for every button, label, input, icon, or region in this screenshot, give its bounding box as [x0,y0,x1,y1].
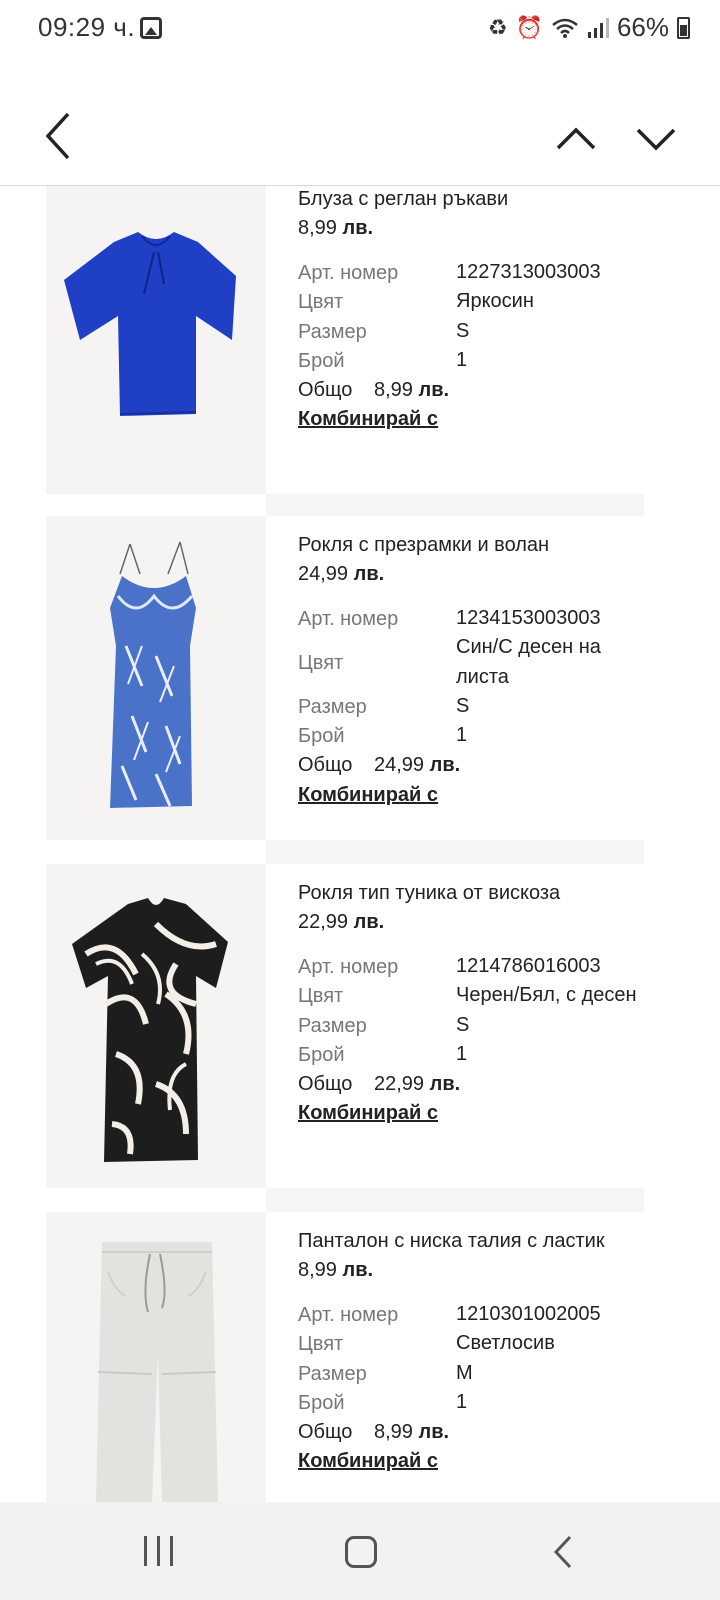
color-value: Светлосив [456,1332,555,1354]
list-item [46,1212,644,1502]
total-label: Общо [298,379,353,401]
total-label: Общо [298,1421,353,1443]
product-image-pants[interactable] [46,1212,266,1502]
total-value: 22,99 лв. [374,1073,461,1095]
product-title[interactable]: Панталон с ниска талия с ластик [298,1230,605,1252]
size-value: S [456,1014,470,1036]
color-value-line: листа [456,666,509,688]
total-label: Общо [298,754,353,776]
recent-apps-icon[interactable] [144,1536,176,1566]
product-price: 22,99 лв. [298,911,385,933]
status-icons [488,12,690,43]
item-divider [266,840,644,864]
chevron-up-icon[interactable] [554,118,598,158]
color-value-line: Син/С десен на [456,636,601,658]
product-title[interactable]: Рокля тип туника от вискоза [298,882,561,904]
product-image-tunic[interactable] [46,864,266,1188]
art-label: Арт. номер [298,956,399,978]
combine-with-link[interactable]: Комбинирай с [298,408,439,430]
art-value: 1210301002005 [456,1303,601,1325]
total-value: 8,99 лв. [374,1421,450,1443]
color-label: Цвят [298,1333,344,1355]
total-value: 8,99 лв. [374,379,450,401]
total-label: Общо [298,1073,353,1095]
color-value: Яркосин [456,290,534,312]
gallery-icon [140,17,162,39]
item-divider [266,1188,644,1212]
qty-value: 1 [456,724,468,746]
color-value: Черен/Бял, с десен [456,984,637,1006]
product-title[interactable]: Рокля с презрамки и волан [298,534,550,556]
battery-icon [677,17,690,39]
combine-with-link[interactable]: Комбинирай с [298,1102,439,1124]
art-label: Арт. номер [298,1304,399,1326]
header-bar [0,58,720,186]
list-item [46,516,644,864]
size-label: Размер [298,1015,367,1037]
order-items-list [0,186,720,1502]
product-price: 8,99 лв. [298,217,374,239]
combine-with-link[interactable]: Комбинирай с [298,1450,439,1472]
art-value: 1214786016003 [456,955,601,977]
home-icon[interactable] [345,1536,377,1568]
qty-value: 1 [456,349,468,371]
qty-label: Брой [298,1392,345,1414]
color-label: Цвят [298,291,344,313]
list-item [46,186,644,516]
status-bar [0,0,720,58]
list-item [46,864,644,1212]
total-value: 24,99 лв. [374,754,461,776]
size-value: S [456,320,470,342]
alarm-icon: ⏰ [515,14,543,40]
item-divider [266,494,644,518]
battery-percent: 66% [616,12,669,42]
qty-label: Брой [298,725,345,747]
combine-with-link[interactable]: Комбинирай с [298,784,439,806]
qty-value: 1 [456,1043,468,1065]
product-title[interactable]: Блуза с реглан ръкави [298,188,509,210]
size-label: Размер [298,321,367,343]
color-label: Цвят [298,652,344,674]
product-image-dress[interactable] [46,516,266,840]
status-time: 09:29 ч. [38,12,136,42]
qty-label: Брой [298,1044,345,1066]
color-value [456,632,601,692]
product-price: 24,99 лв. [298,563,385,585]
size-value: S [456,695,470,717]
size-label: Размер [298,1363,367,1385]
art-label: Арт. номер [298,262,399,284]
art-label: Арт. номер [298,608,399,630]
qty-value: 1 [456,1391,468,1413]
qty-label: Брой [298,350,345,372]
battery-saver-icon: ♻ [487,14,508,40]
chevron-down-icon[interactable] [634,118,678,158]
product-price: 8,99 лв. [298,1259,374,1281]
art-value: 1227313003003 [456,261,601,283]
art-value: 1234153003003 [456,607,601,629]
back-chevron-icon[interactable] [40,110,76,162]
size-value: M [456,1362,473,1384]
product-image-blouse[interactable] [46,186,266,494]
color-label: Цвят [298,985,344,1007]
wifi-icon [551,17,579,39]
back-icon[interactable] [552,1535,574,1569]
size-label: Размер [298,696,367,718]
signal-icon [587,17,609,39]
system-nav-bar [0,1502,720,1600]
